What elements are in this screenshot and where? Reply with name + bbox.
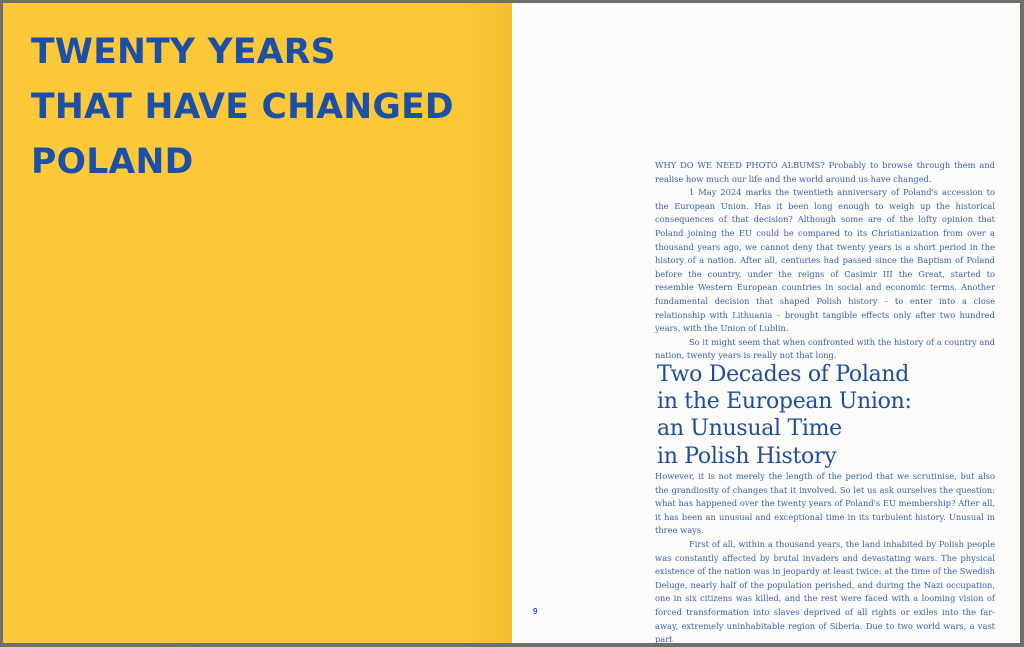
title-line: POLAND	[31, 142, 194, 182]
intro-text	[655, 159, 995, 363]
paragraph: First of all, within a thousand years, the land inhabited by Polish people was constantly affected by brutal invaders and devastating wars. The physical existence of the nation was in jeopardy at least twice: at the time of the Swedish Deluge, nearly half of the population perished, and during the Nazi occupation, one in six citizens was killed, and the rest were faced with a looming vision of forced transformation into slaves deprived of all rights or exiles into the far-away, extremely uninhabitable region of Siberia. Due to two world wars, a vast part	[655, 538, 995, 645]
paragraph: 1 May 2024 marks the twentieth anniversary of Poland's accession to the European Union. Has it been long enough to weigh up the historical consequences of that decision? Although some are of the lofty opinion that Poland joining the EU could be compared to its Christianization from over a thousand years ago, we cannot deny that twenty years is a short period in the history of a nation. After all, centuries had passed since the Baptism of Poland before the country, under the reigns of Casimir III the Great, started to resemble Western European countries in social and economic terms. Another fundamental decision that shaped Polish history – to enter into a close relationship with Lithuania – brought tangible effects only after two hundred years, with the Union of Lublin.	[655, 187, 995, 334]
section-text	[655, 470, 995, 647]
paragraph: However, it is not merely the length of the period that we scrutinise, but also the grandiosity of changes that it involved. So let us ask ourselves the question: what has happened over the twenty years of Poland's EU membership? After all, it has been an unusual and exceptional time in its turbulent history. Unusual in three ways.	[655, 471, 995, 536]
heading-line: in the European Union:	[657, 389, 912, 415]
title-line: TWENTY YEARS	[31, 32, 336, 72]
heading-line: an Unusual Time	[657, 416, 842, 442]
section-heading	[657, 361, 912, 470]
heading-line: in Polish History	[657, 443, 837, 469]
page-number: 9	[533, 607, 538, 616]
heading-line: Two Decades of Poland	[657, 362, 910, 387]
page-title	[31, 25, 454, 190]
paragraph: WHY DO WE NEED PHOTO ALBUMS? Probably to browse through them and realise how much our life and the world around us have changed.	[655, 160, 995, 184]
left-page	[3, 3, 512, 643]
title-line: THAT HAVE CHANGED	[31, 87, 454, 127]
paragraph: So it might seem that when confronted with the history of a country and nation, twenty years is really not that long.	[655, 336, 995, 361]
